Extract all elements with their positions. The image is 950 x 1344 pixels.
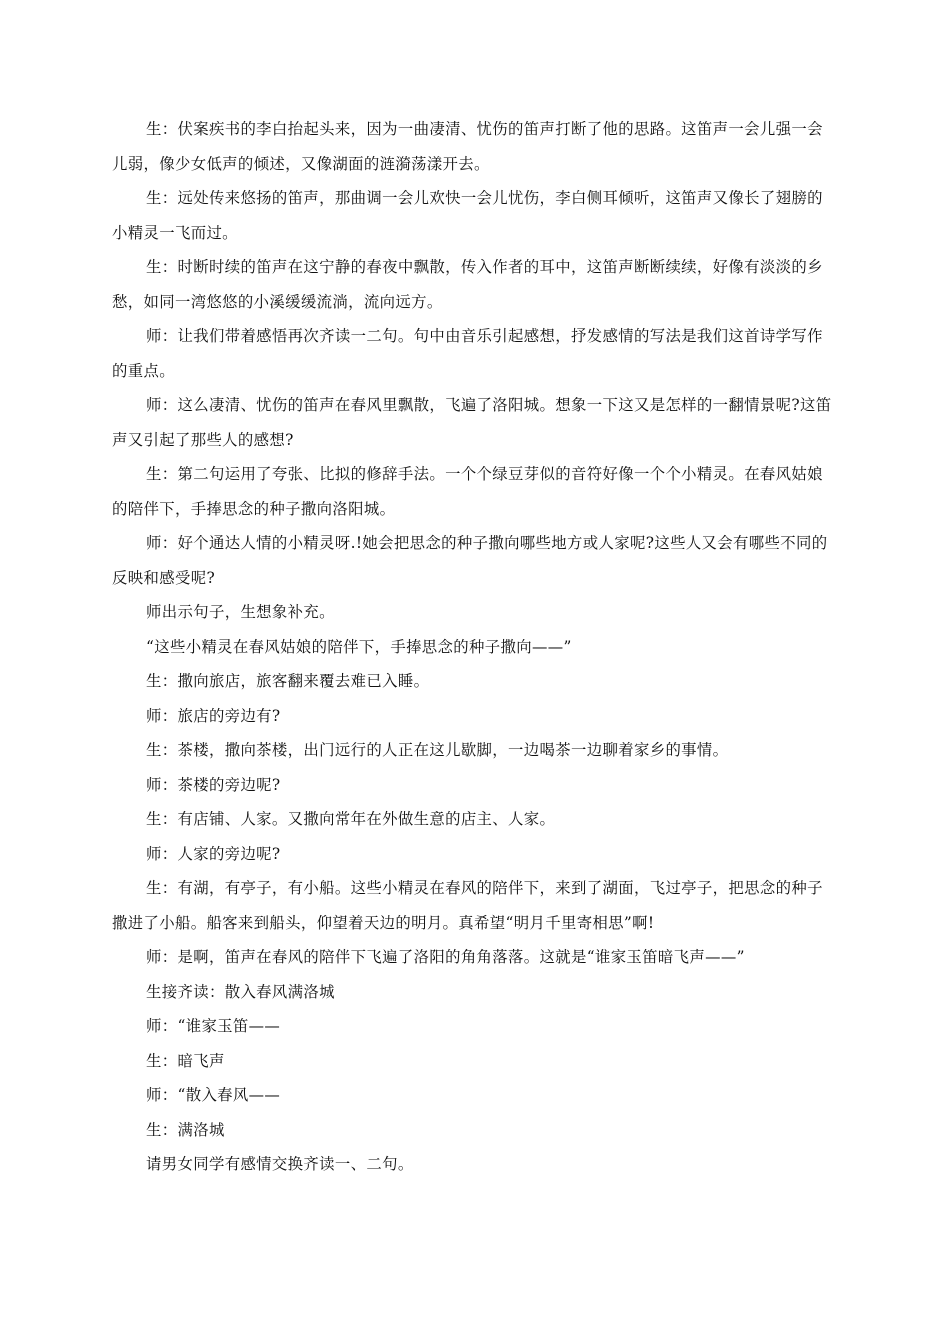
paragraph-22: 生：满洛城 — [146, 1120, 225, 1139]
paragraph-13: 师：茶楼的旁边呢? — [146, 775, 281, 794]
paragraph-16: 生：有湖，有亭子，有小船。这些小精灵在春风的陪伴下，来到了湖面，飞过亭子，把思念的种子撒进了小船。船客来到船头，仰望着天边的明月。真希望“明月千里寄相思”啊! — [112, 879, 823, 932]
paragraph-11: 师：旅店的旁边有? — [146, 706, 281, 725]
paragraph-14: 生：有店铺、人家。又撒向常年在外做生意的店主、人家。 — [146, 810, 556, 828]
paragraph-7: 师：好个通达人情的小精灵呀.!她会把思念的种子撒向哪些地方或人家呢?这些人又会有哪些不同的反映和感受呢? — [112, 534, 828, 587]
paragraph-4: 师：让我们带着感悟再次齐读一二句。句中由音乐引起感想，抒发感情的写法是我们这首诗学写作的重点。 — [112, 327, 823, 380]
paragraph-10: 生：撒向旅店，旅客翻来覆去难已入睡。 — [146, 672, 430, 690]
paragraph-15: 师：人家的旁边呢? — [146, 844, 281, 863]
paragraph-2: 生：远处传来悠扬的笛声，那曲调一会儿欢快一会儿忧伤，李白侧耳倾听，这笛声又像长了翅膀的小精灵一飞而过。 — [112, 189, 823, 242]
paragraph-3: 生：时断时续的笛声在这宁静的春夜中飘散，传入作者的耳中，这笛声断断续续，好像有淡淡的乡愁，如同一湾悠悠的小溪缓缓流淌，流向远方。 — [112, 258, 823, 311]
paragraph-21: 师：“散入春风—— — [146, 1086, 281, 1104]
paragraph-5: 师：这么凄清、忧伤的笛声在春风里飘散，飞遍了洛阳城。想象一下这又是怎样的一翻情景呢?这笛声又引起了那些人的感想? — [112, 396, 832, 449]
paragraph-17: 师：是啊，笛声在春风的陪伴下飞遍了洛阳的角角落落。这就是“谁家玉笛暗飞声——” — [146, 948, 745, 966]
paragraph-18: 生接齐读：散入春风满洛城 — [146, 982, 335, 1001]
paragraph-8: 师出示句子，生想象补充。 — [146, 603, 335, 621]
paragraph-9: “这些小精灵在春风姑娘的陪伴下，手捧思念的种子撒向——” — [146, 637, 572, 656]
document-body — [112, 112, 832, 1182]
paragraph-20: 生：暗飞声 — [146, 1051, 225, 1070]
paragraph-23: 请男女同学有感情交换齐读一、二句。 — [146, 1155, 414, 1173]
paragraph-12: 生：茶楼，撒向茶楼，出门远行的人正在这儿歇脚，一边喝茶一边聊着家乡的事情。 — [146, 741, 729, 759]
paragraph-19: 师：“谁家玉笛—— — [146, 1017, 281, 1035]
paragraph-6: 生：第二句运用了夸张、比拟的修辞手法。一个个绿豆芽似的音符好像一个个小精灵。在春风姑娘的陪伴下，手捧思念的种子撒向洛阳城。 — [112, 465, 823, 518]
paragraph-1: 生：伏案疾书的李白抬起头来，因为一曲凄清、忧伤的笛声打断了他的思路。这笛声一会儿强一会儿弱，像少女低声的倾述，又像湖面的涟漪荡漾开去。 — [112, 120, 823, 173]
